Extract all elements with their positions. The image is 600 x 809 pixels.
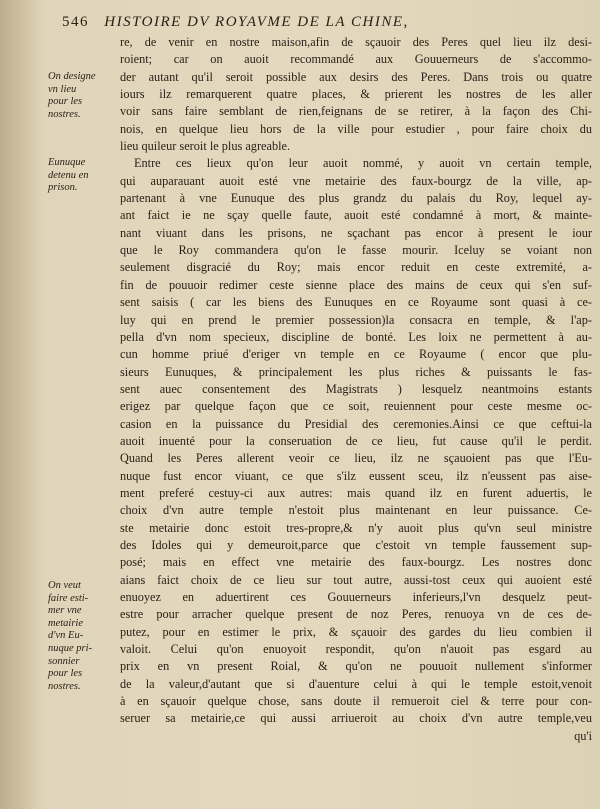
text-line: enuoyez en aduertirent ces Gouuerneurs inferieurs,l'vn desquelz peut- xyxy=(120,590,592,604)
text-line: seulement disgracié du Roy; mais encor reduit en ceste extremité, a- xyxy=(120,260,592,275)
margin-note-lieu xyxy=(48,71,114,121)
text-line: cun homme priué d'eriger vn temple en ce Royaume ( encor que plu- xyxy=(120,347,592,362)
text-line: der autant qu'il seroit possible aux desirs des Peres. Dans trois ou quatre xyxy=(120,69,592,84)
margin-note-line: d'vn Eu- xyxy=(48,630,84,642)
text-line: de la valeur,d'autant que si d'auenture celui à qui le temple estoit,venoit xyxy=(120,676,592,691)
margin-note-line: On veut xyxy=(48,580,81,591)
gutter-shadow xyxy=(0,0,40,809)
text-line: qui auparauant auoit esté vne metairie des faux-bourgz de la ville, ap- xyxy=(120,173,592,188)
text-line: ste metairie donc estoit tres-propre,& n'y auoit plus qu'vn seul ministre xyxy=(120,520,592,535)
margin-note-line: nostres. xyxy=(48,680,81,692)
text-line: à en sçauoir quelque chose, sans doute il remueroit ciel & terre pour con- xyxy=(120,694,592,709)
text-line: nuque fust encor viuant, ce que s'ilz eussent sceu, ilz n'eussent pas aise- xyxy=(120,468,592,483)
body-text xyxy=(120,34,592,745)
text-line: prix en vn present Roial, & qu'on ne pouuoit nullement s'informer xyxy=(120,659,592,674)
text-line: casion en la puissance du Presidial des ceremonies.Ainsi ce que ceftui-la xyxy=(120,416,592,431)
text-line: choix d'vn autre temple n'estoit plus maintenant en leur puissance. Ce- xyxy=(120,503,592,518)
text-line: aians faict choix de ce lieu sur tout autre, aussi-tost ceux qui auoient esté xyxy=(120,572,592,587)
margin-note-line: faire esti- xyxy=(48,592,89,604)
margin-note-line: Eunuque xyxy=(48,157,86,168)
text-line: erigez par quelque façon que ce soit, reuiennent pour ceste mesme oc- xyxy=(120,399,592,414)
text-line: roient; car on auoit recommandé aux Gouuerneurs de s'accommo- xyxy=(120,52,592,67)
text-line: putez, pour en estimer le prix, & sçauoir des gardes du lieu combien il xyxy=(120,624,592,639)
text-line: que le Roy commandera qu'on le fasse mourir. Iceluy se voiant non xyxy=(120,243,592,258)
text-line: fin de pouuoir redimer ceste sienne place des mains de ceux qui s'en suf- xyxy=(120,277,592,292)
margin-note-line: detenu en xyxy=(48,169,89,181)
running-title: HISTOIRE DV ROYAVME DE LA CHINE, xyxy=(104,14,409,30)
text-line: ment preferé cestuy-ci aux autres: mais quand ilz en furent aduertis, le xyxy=(120,485,592,500)
text-line: sent auec consentement des Magistrats ) lesquelz neantmoins estants xyxy=(120,381,592,396)
text-line: pella d'vn nom specieux, discipline de bonté. Les loix ne permettent à au- xyxy=(120,329,592,344)
text-line: Quand les Peres allerent veoir ce lieu, ilz ne sçauoient pas que l'Eu- xyxy=(120,451,592,466)
running-header xyxy=(62,14,582,36)
text-line: nant viuant dans les prisons, ne sçachant pas encor à present le iour xyxy=(120,225,592,240)
margin-note-line: pour les xyxy=(48,668,83,680)
text-line: auoit inuenté pour la conseruation de ce lieu, fut cause qu'il le perdit. xyxy=(120,433,592,448)
margin-note-line: nuque pri- xyxy=(48,642,93,654)
margin-note-line: nostres. xyxy=(48,108,81,120)
text-line: sieurs Eunuques, & principalement les plus riches & puissants le fas- xyxy=(120,364,592,379)
margin-note-line: prison. xyxy=(48,182,78,194)
text-line: des Idoles qui y demeuroit,parce que c'estoit vn temple faussement sup- xyxy=(120,537,592,552)
text-line: luy qui en prend le premier possession)la consacra en temple, & l'ap- xyxy=(120,312,592,327)
text-line: iours ilz remarquerent quatre places, & prierent les nostres de les aller xyxy=(120,87,592,102)
text-line: nois, en quelque lieu hors de la ville pour estudier , pour faire choix du xyxy=(120,121,592,136)
margin-note-metairie xyxy=(48,580,114,693)
text-line: seruer sa metairie,ce qui aussi arriueroit au choix d'vn autre temple,veu xyxy=(120,711,592,726)
page-number: 546 xyxy=(62,14,89,30)
text-line: estre pour arracher quelque present de noz Peres, renuoya vn de ces de- xyxy=(120,607,592,622)
margin-note-line: On designe xyxy=(48,71,96,82)
margin-note-line: sonnier xyxy=(48,655,80,667)
margin-note-line: mer vne xyxy=(48,605,82,617)
text-line: posé; mais en effect vne metairie des faux-bourgz. Les nostres donc xyxy=(120,555,592,570)
text-line: lieu quileur seroit le plus agreable. xyxy=(120,139,291,154)
margin-note-line: vn lieu xyxy=(48,83,77,95)
margin-note-line: pour les xyxy=(48,96,83,108)
catchword: qu'i xyxy=(574,728,592,743)
text-line: Entre ces lieux qu'on leur auoit nommé, y auoit vn certain temple, xyxy=(134,156,592,171)
text-line: partenant à vne Eunuque des plus grandz du palais du Roy, lequel ay- xyxy=(120,191,592,206)
text-line: valoit. Celui qu'on enuoyoit respondit, qu'on n'auoit pas esgard au xyxy=(120,642,592,657)
text-line: sent saisis ( car les biens des Eunuques en ce Royaume sont quasi à ce- xyxy=(120,295,592,310)
text-line: re, de venir en nostre maison,afin de sçauoir des Peres quel lieu ilz desi- xyxy=(120,35,592,49)
margin-note-eunuque xyxy=(48,157,114,195)
text-line: ant faict ie ne sçay quelle faute, auoit esté condamné à mort, & mainte- xyxy=(120,208,592,223)
margin-note-line: metairie xyxy=(48,617,83,629)
text-line: voir sans faire semblant de rien,feignans de se retirer, à la façon des Chi- xyxy=(120,104,592,119)
